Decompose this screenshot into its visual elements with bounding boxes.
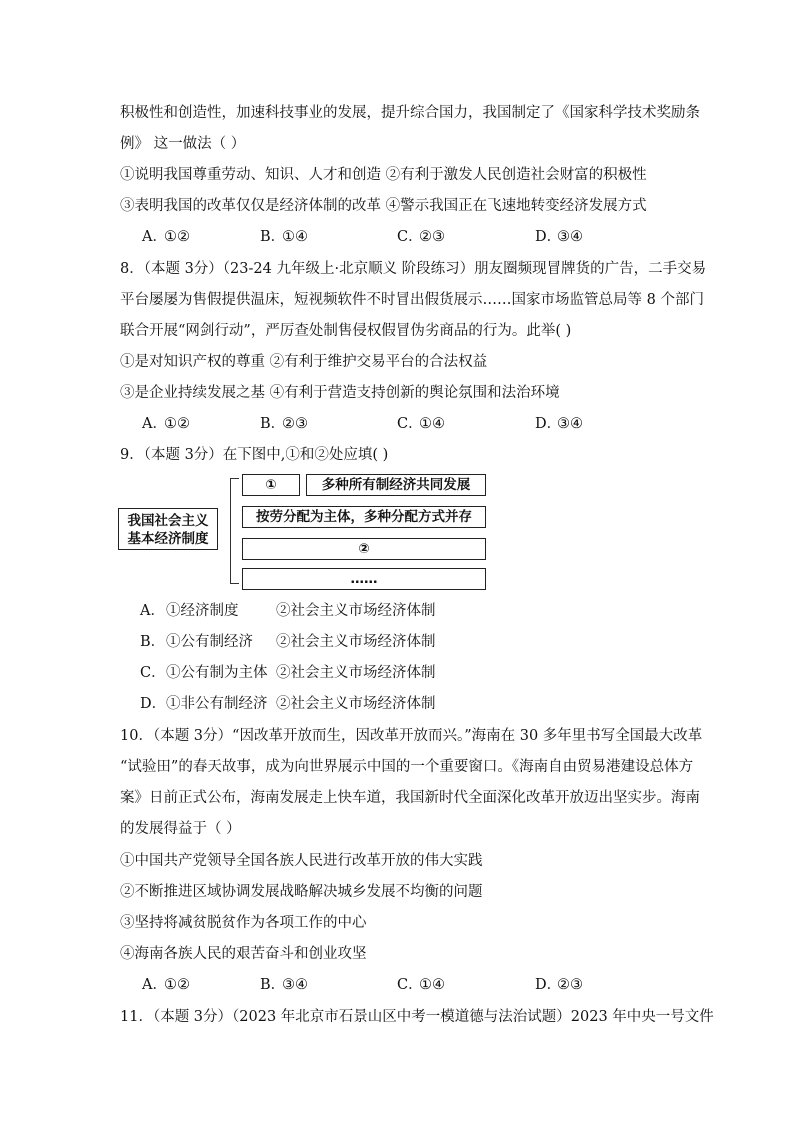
q9-option-a[interactable]: A．①经济制度 ②社会主义市场经济体制 — [140, 603, 436, 619]
q8-stem-line2: 平台屡屡为售假提供温床，短视频软件不时冒出假货展示……国家市场监管总局等 8 个部门 — [120, 292, 704, 308]
q9-diagram — [118, 472, 498, 596]
option-d[interactable]: D．③④ — [535, 416, 583, 432]
q8-stem-line1: 8．（本题 3分）（23-24 九年级上·北京顺义 阶段练习）朋友圈频现冒牌货的广告，二手交易 — [120, 261, 707, 277]
q10-stem-line4: 的发展得益于（ ） — [120, 821, 241, 837]
q10-stem-line2: “试验田”的春天故事，成为向世界展示中国的一个重要窗口。《海南自由贸易港建设总体方 — [120, 759, 694, 775]
diagram-box-distribution: 按劳分配为主体，多种分配方式并存 — [242, 506, 486, 528]
option-c[interactable]: C．①④ — [397, 977, 445, 993]
q8-options — [120, 414, 680, 434]
option-a[interactable]: A．①② — [142, 977, 190, 993]
option-b[interactable]: B．②③ — [260, 416, 308, 432]
q10-statement-4: ④海南各族人民的艰苦奋斗和创业攻坚 — [120, 946, 367, 962]
diagram-root-box — [118, 508, 218, 550]
q10-stem-line3: 案》日前正式公布，海南发展走上快车道，我国新时代全面深化改革开放迈出坚实步。海南 — [120, 790, 700, 806]
q9-option-c[interactable]: C．①公有制为主体 ②社会主义市场经济体制 — [140, 665, 436, 681]
q10-stem-line1: 10．（本题 3分）“因改革开放而生，因改革开放而兴。”海南在 30 多年里书写全国最大改革 — [120, 728, 703, 744]
diagram-box-ellipsis: …… — [242, 568, 486, 590]
q11-stem-line1: 11．（本题 3分）（2023 年北京市石景山区中考一模道德与法治试题）2023 年中央一号文件 — [120, 1009, 714, 1025]
q9-option-b[interactable]: B．①公有制经济 ②社会主义市场经济体制 — [140, 634, 436, 650]
q10-options — [120, 975, 680, 995]
option-b[interactable]: B．③④ — [260, 977, 308, 993]
q7-statements-1: ①说明我国尊重劳动、知识、人才和创造 ②有利于激发人民创造社会财富的积极性 — [120, 167, 647, 183]
q8-statements-1: ①是对知识产权的尊重 ②有利于维护交易平台的合法权益 — [120, 354, 488, 370]
diagram-root-line1: 我国社会主义 — [127, 513, 209, 529]
diagram-blank-2-box: ② — [242, 538, 486, 560]
option-d[interactable]: D．②③ — [535, 977, 583, 993]
diagram-brace — [230, 478, 239, 584]
q10-statement-1: ①中国共产党领导全国各族人民进行改革开放的伟大实践 — [120, 853, 483, 869]
diagram-root-line2: 基本经济制度 — [127, 531, 209, 547]
q7-stem-line2: 例》 这一做法（ ） — [120, 136, 246, 152]
option-c[interactable]: C．②③ — [397, 229, 445, 245]
option-c[interactable]: C．①④ — [397, 416, 445, 432]
option-a[interactable]: A．①② — [142, 229, 190, 245]
q10-statement-2: ②不断推进区域协调发展战略解决城乡发展不均衡的问题 — [120, 884, 483, 900]
option-a[interactable]: A．①② — [142, 416, 190, 432]
q8-stem-line3: 联合开展“网剑行动”，严厉查处制售侵权假冒伪劣商品的行为。此举( ) — [120, 323, 572, 339]
q7-statements-2: ③表明我国的改革仅仅是经济体制的改革 ④警示我国正在飞速地转变经济发展方式 — [120, 198, 647, 214]
q10-statement-3: ③坚持将减贫脱贫作为各项工作的中心 — [120, 915, 367, 931]
diagram-blank-1-box: ① — [242, 474, 300, 496]
option-d[interactable]: D．③④ — [535, 229, 583, 245]
option-b[interactable]: B．①④ — [260, 229, 308, 245]
q7-stem-line1: 积极性和创造性，加速科技事业的发展，提升综合国力，我国制定了《国家科学技术奖励条 — [120, 105, 700, 121]
q9-stem-line1: 9．（本题 3分）在下图中,①和②处应填( ) — [120, 447, 389, 463]
q8-statements-2: ③是企业持续发展之基 ④有利于营造支持创新的舆论氛围和法治环境 — [120, 385, 560, 401]
diagram-box-ownership: 多种所有制经济共同发展 — [306, 474, 486, 496]
q7-options — [120, 227, 680, 247]
q9-option-d[interactable]: D．①非公有制经济 ②社会主义市场经济体制 — [140, 696, 436, 712]
